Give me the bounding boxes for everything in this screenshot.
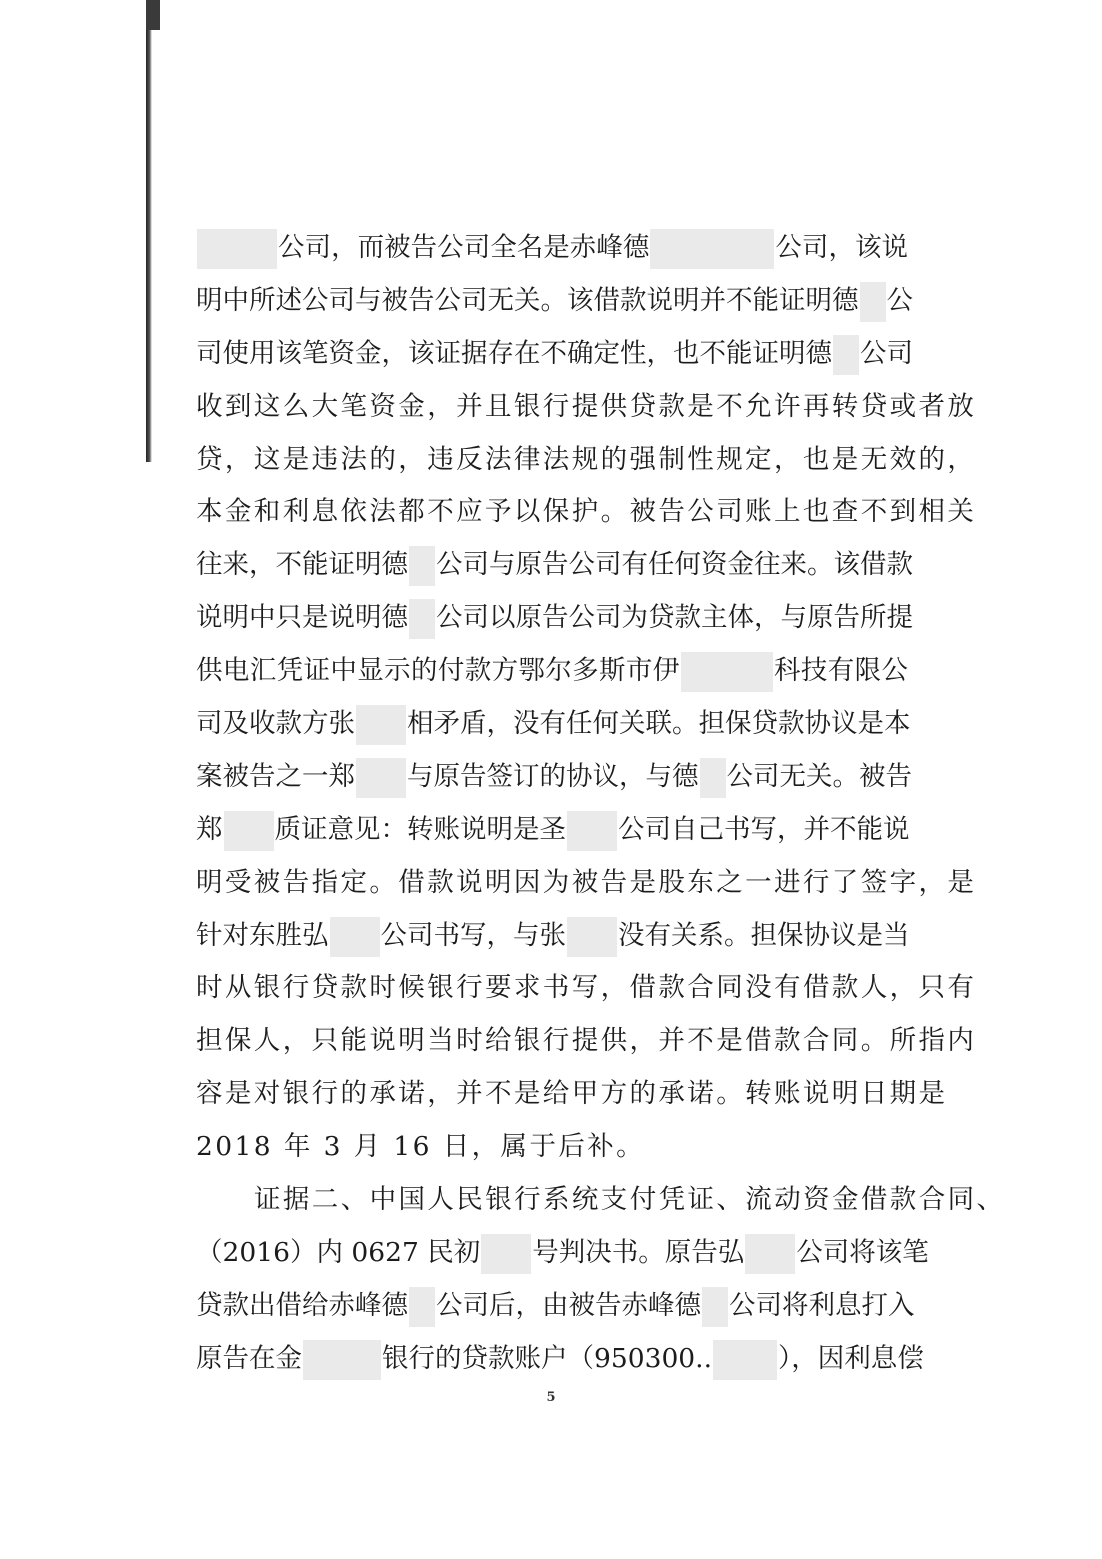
redaction [567, 811, 617, 851]
text-line-12 [196, 804, 908, 857]
text-segment: 公司无关。被告 [726, 760, 912, 792]
text-segment: 公司，该说 [775, 232, 909, 263]
redaction [650, 229, 774, 269]
document-body [196, 222, 1006, 1386]
text-segment: 公司将利息打入 [729, 1289, 915, 1321]
text-line-9 [196, 645, 908, 698]
text-segment: 说明中只是说明德 [196, 602, 408, 634]
scan-shadow-corner [146, 0, 160, 30]
text-segment: 往来，不能证明德 [196, 549, 408, 581]
text-line-18 [196, 1121, 908, 1174]
text-segment: 明中所述公司与被告公司无关。该借款说明并不能证明德 [196, 284, 859, 316]
text-segment: 公司书写，与张 [380, 919, 566, 951]
text-segment: 号判决书。原告弘 [532, 1236, 745, 1268]
redaction [681, 652, 773, 692]
redaction [356, 705, 406, 745]
text-segment: 时从银行贷款时候银行要求书写，借款合同没有借款人，只有 [196, 972, 977, 1004]
redaction [860, 282, 886, 322]
text-line-22 [196, 1333, 924, 1386]
text-segment: 案被告之一郑 [196, 760, 355, 792]
text-segment: 容是对银行的承诺，并不是给甲方的承诺。转账说明日期是 [196, 1078, 948, 1110]
redaction [713, 1340, 777, 1380]
redaction [409, 599, 435, 639]
text-line-7 [196, 539, 913, 592]
text-segment: 没有关系。担保协议是当 [618, 919, 910, 951]
redaction [197, 229, 277, 269]
text-segment: ），因利息偿 [778, 1342, 924, 1374]
text-segment: 司使用该笔资金，该证据存在不确定性，也不能证明德 [196, 337, 832, 369]
text-segment: 担保人，只能说明当时给银行提供，并不是借款合同。所指内 [196, 1025, 977, 1057]
text-line-6 [196, 486, 977, 539]
text-segment: 质证意见：转账说明是圣 [274, 813, 566, 845]
text-segment: 贷，这是违法的，违反法律法规的强制性规定，也是无效的， [196, 443, 977, 475]
text-segment: 公司，而被告公司全名是赤峰德 [278, 232, 650, 263]
text-segment: 司及收款方张 [196, 708, 355, 740]
text-segment: 银行的贷款账户（950300.. [382, 1342, 713, 1374]
text-segment: 公司与原告公司有任何资金往来。该借款 [436, 549, 913, 581]
text-line-15 [196, 962, 977, 1015]
text-segment: 公司后，由被告赤峰德 [436, 1289, 701, 1321]
redaction [224, 811, 274, 851]
redaction [356, 758, 406, 798]
page-number: 5 [546, 1390, 556, 1405]
text-segment: 公 [886, 284, 913, 316]
redaction [745, 1234, 795, 1274]
redaction [702, 1287, 728, 1327]
text-segment: 原告在金 [196, 1342, 302, 1374]
redaction [330, 917, 380, 957]
redaction [567, 917, 617, 957]
redaction [833, 335, 859, 375]
text-line-10 [196, 698, 911, 751]
text-segment: 证据二、中国人民银行系统支付凭证、流动资金借款合同、 [254, 1184, 1006, 1216]
text-line-16 [196, 1015, 977, 1068]
text-segment: 公司以原告公司为贷款主体，与原告所提 [436, 602, 913, 634]
text-line-14 [196, 910, 908, 963]
redaction [481, 1234, 531, 1274]
redaction [409, 1287, 435, 1327]
text-line-2 [196, 275, 913, 328]
text-line-20 [196, 1227, 929, 1280]
text-line-3 [196, 328, 913, 381]
text-segment: 相矛盾，没有任何关联。担保贷款协议是本 [407, 708, 911, 740]
text-line-1 [196, 222, 908, 275]
scan-shadow-edge [146, 0, 152, 462]
text-segment: 供电汇凭证中显示的付款方鄂尔多斯市伊 [196, 655, 680, 687]
text-segment: 公司将该笔 [796, 1236, 929, 1268]
redaction [409, 546, 435, 586]
text-segment: 本金和利息依法都不应予以保护。被告公司账上也查不到相关 [196, 496, 977, 528]
text-line-8 [196, 592, 913, 645]
text-line-19 [196, 1174, 1006, 1227]
text-segment: 明受被告指定。借款说明因为被告是股东之一进行了签字，是 [196, 866, 977, 898]
text-line-4 [196, 381, 977, 434]
text-segment: （2016）内 0627 民初 [196, 1236, 481, 1268]
text-segment: 公司 [860, 337, 913, 369]
text-line-13 [196, 857, 977, 910]
text-line-17 [196, 1068, 948, 1121]
text-line-5 [196, 434, 977, 487]
text-segment: 2018 年 3 月 16 日，属于后补。 [196, 1131, 646, 1163]
text-segment: 与原告签订的协议，与德 [407, 760, 699, 792]
text-segment: 收到这么大笔资金，并且银行提供贷款是不允许再转贷或者放 [196, 390, 977, 422]
text-segment: 科技有限公 [773, 655, 909, 687]
text-segment: 郑 [196, 813, 223, 845]
text-segment: 针对东胜弘 [196, 919, 329, 951]
text-segment: 公司自己书写，并不能说 [618, 813, 910, 845]
redaction [700, 758, 726, 798]
text-segment: 贷款出借给赤峰德 [196, 1289, 408, 1321]
text-line-21 [196, 1280, 915, 1333]
redaction [303, 1340, 381, 1380]
text-line-11 [196, 751, 912, 804]
